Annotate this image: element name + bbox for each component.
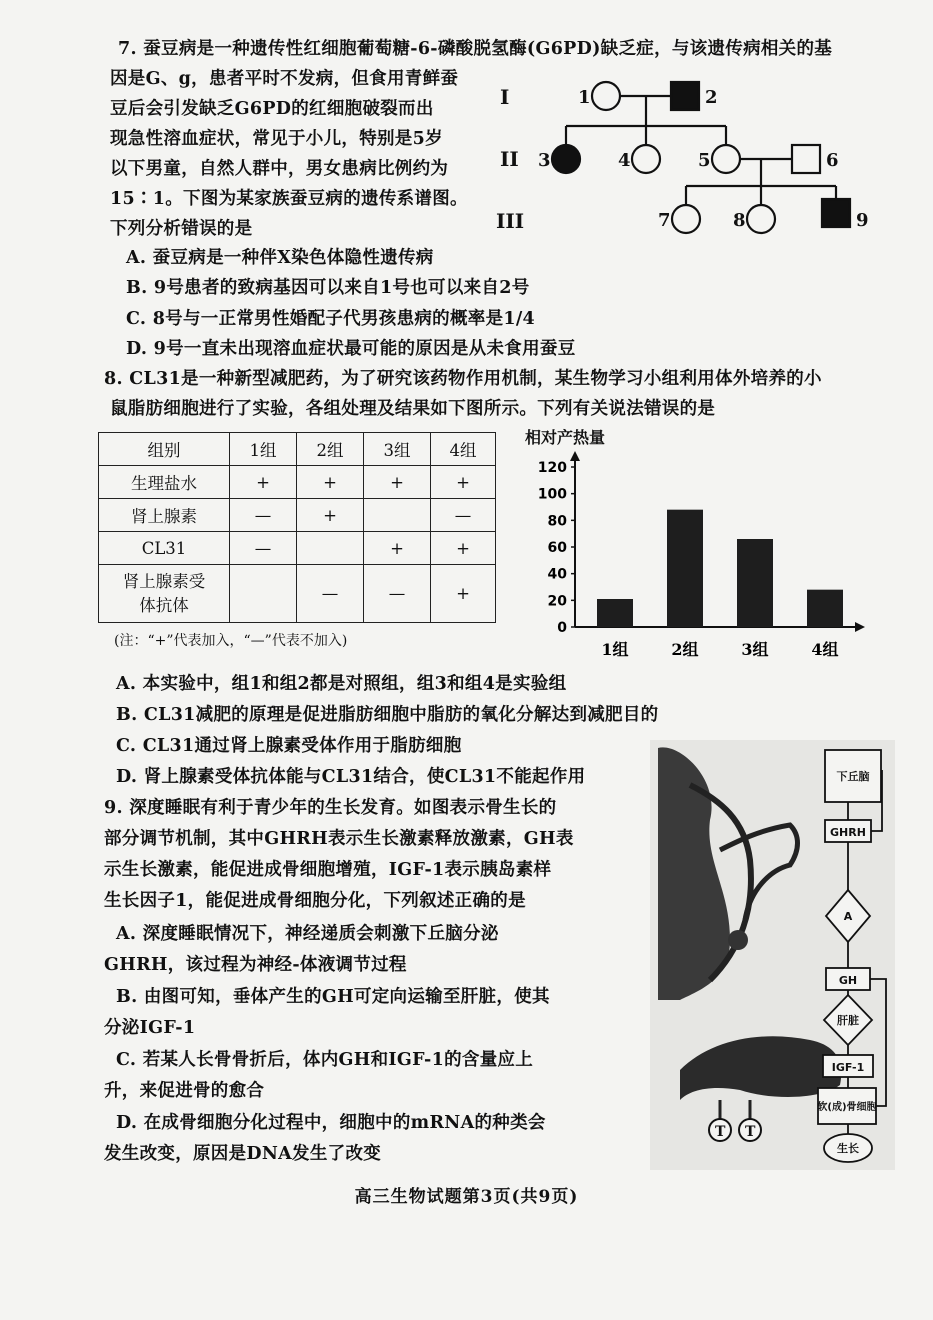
diagram-label-ghrh: GHRH — [830, 826, 866, 839]
q9-stem-line-2: 部分调节机制，其中GHRH表示生长激素释放激素，GH表 — [104, 829, 574, 849]
y-axis-arrow — [570, 451, 580, 461]
q9-option-b: B. 由图可知，垂体产生的GH可定向运输至肝脏，使其 — [116, 987, 550, 1007]
table-cell: + — [297, 466, 364, 499]
pituitary-gland-shape — [728, 930, 748, 950]
diagram-label-liver: 肝脏 — [837, 1014, 859, 1027]
table-header-cell: 4组 — [431, 433, 496, 466]
q8-stem-line-2: 鼠脂肪细胞进行了实验，各组处理及结果如下图所示。下列有关说法错误的是 — [110, 399, 716, 419]
individual-8-female-normal — [747, 205, 775, 233]
q8-option-d: D. 肾上腺素受体抗体能与CL31结合，使CL31不能起作用 — [116, 767, 586, 787]
table-cell — [364, 499, 431, 532]
table-header-cell: 2组 — [297, 433, 364, 466]
y-tick-label: 40 — [547, 566, 567, 583]
bar-1 — [597, 599, 633, 627]
table-cell: + — [230, 466, 297, 499]
table-cell: — — [230, 532, 297, 565]
q9-option-a-cont: GHRH，该过程为神经-体液调节过程 — [104, 955, 407, 975]
individual-1-female-normal — [592, 82, 620, 110]
individual-label-8: 8 — [733, 210, 746, 231]
table-cell: 生理盐水 — [99, 466, 230, 499]
individual-5-female-normal — [712, 145, 740, 173]
q7-option-c: C. 8号与一正常男性婚配子代男孩患病的概率是1/4 — [126, 309, 536, 329]
diagram-label-hypothalamus: 下丘脑 — [836, 770, 870, 783]
q9-option-c: C. 若某人长骨骨折后，体内GH和IGF-1的含量应上 — [116, 1050, 534, 1070]
individual-label-1: 1 — [578, 87, 591, 108]
table-cell — [230, 565, 297, 623]
q7-option-d: D. 9号一直未出现溶血症状最可能的原因是从未食用蚕豆 — [126, 339, 576, 359]
q8-stem-line-1: 8. CL31是一种新型减肥药，为了研究该药物作用机制，某生物学习小组利用体外培养的小 — [104, 369, 822, 389]
table-cell: CL31 — [99, 532, 230, 565]
diagram-label-gh: GH — [838, 974, 858, 987]
q9-option-d-cont: 发生改变，原因是DNA发生了改变 — [104, 1144, 382, 1164]
table-cell: — — [431, 499, 496, 532]
table-note: (注：“+”代表加入，“—”代表不加入) — [114, 633, 348, 649]
q7-stem-line-7: 下列分析错误的是 — [110, 219, 253, 239]
generation-label-3: III — [496, 209, 525, 233]
experiment-table — [98, 432, 496, 623]
bone-end-left-glyph: T — [715, 1124, 726, 1140]
chart-y-axis-label: 相对产热量 — [525, 428, 606, 447]
q7-stem-line-5: 以下男童，自然人群中，男女患病比例约为 — [110, 159, 449, 179]
generation-label-1: I — [500, 85, 510, 109]
table-row — [99, 466, 496, 499]
q9-option-c-cont: 升，来促进骨的愈合 — [104, 1081, 265, 1101]
individual-label-9: 9 — [856, 210, 869, 231]
y-tick-label: 20 — [547, 593, 567, 610]
x-tick-label: 1组 — [601, 640, 629, 659]
heat-production-bar-chart — [515, 425, 870, 665]
table-row — [99, 532, 496, 565]
y-tick-label: 100 — [537, 486, 567, 503]
q7-stem-line-4: 现急性溶血症状，常见于小儿，特别是5岁 — [110, 129, 443, 149]
pedigree-diagram — [490, 66, 890, 256]
page-footer: 高三生物试题第3页(共9页) — [354, 1187, 579, 1207]
bar-3 — [737, 539, 773, 627]
x-tick-label: 2组 — [671, 640, 699, 659]
bone-growth-regulation-diagram — [650, 740, 895, 1170]
individual-label-7: 7 — [658, 210, 671, 231]
q9-option-d: D. 在成骨细胞分化过程中，细胞中的mRNA的种类会 — [116, 1113, 546, 1133]
diagram-label-igf1: IGF-1 — [831, 1061, 865, 1074]
x-tick-label: 3组 — [741, 640, 769, 659]
individual-2-male-affected — [671, 82, 699, 110]
y-tick-label: 0 — [557, 620, 567, 636]
individual-label-6: 6 — [826, 150, 839, 171]
table-cell: — — [364, 565, 431, 623]
bar-2 — [667, 510, 703, 627]
individual-7-female-normal — [672, 205, 700, 233]
generation-label-2: II — [500, 147, 519, 171]
table-header-cell: 组别 — [99, 433, 230, 466]
individual-4-female-normal — [632, 145, 660, 173]
q8-option-b: B. CL31减肥的原理是促进脂肪细胞中脂肪的氧化分解达到减肥目的 — [116, 705, 659, 725]
x-axis-arrow — [855, 622, 865, 632]
individual-9-male-affected — [822, 199, 850, 227]
table-cell: — — [230, 499, 297, 532]
table-row — [99, 499, 496, 532]
x-tick-label: 4组 — [811, 640, 839, 659]
q7-option-b: B. 9号患者的致病基因可以来自1号也可以来自2号 — [126, 278, 530, 298]
individual-label-2: 2 — [705, 87, 718, 108]
diagram-label-growth: 生长 — [837, 1142, 859, 1155]
table-header-cell: 1组 — [230, 433, 297, 466]
table-cell: 肾上腺素 — [99, 499, 230, 532]
q9-option-a: A. 深度睡眠情况下，神经递质会刺激下丘脑分泌 — [116, 924, 499, 944]
q7-stem-line-1: 7. 蚕豆病是一种遗传性红细胞葡萄糖-6-磷酸脱氢酶(G6PD)缺乏症，与该遗传病相关的基 — [118, 39, 833, 59]
table-cell: + — [297, 499, 364, 532]
individual-label-4: 4 — [618, 150, 631, 171]
bone-end-right-glyph: T — [745, 1124, 756, 1140]
table-cell: + — [364, 466, 431, 499]
q7-stem-line-3: 豆后会引发缺乏G6PD的红细胞破裂而出 — [110, 99, 434, 119]
q7-stem-line-2: 因是G、g，患者平时不发病，但食用青鲜蚕 — [110, 69, 459, 89]
bar-4 — [807, 590, 843, 627]
q9-stem-line-3: 示生长激素，能促进成骨细胞增殖，IGF-1表示胰岛素样 — [104, 860, 552, 880]
q8-option-c: C. CL31通过肾上腺素受体作用于脂肪细胞 — [116, 736, 462, 756]
individual-6-male-normal — [792, 145, 820, 173]
table-cell: + — [431, 565, 496, 623]
individual-3-female-affected — [552, 145, 580, 173]
table-cell: + — [431, 532, 496, 565]
table-cell: — — [297, 565, 364, 623]
q8-option-a: A. 本实验中，组1和组2都是对照组，组3和组4是实验组 — [116, 674, 567, 694]
table-cell: + — [431, 466, 496, 499]
q7-stem-line-6: 15∶1。下图为某家族蚕豆病的遗传系谱图。 — [110, 189, 468, 209]
table-cell — [297, 532, 364, 565]
y-tick-label: 80 — [547, 513, 567, 530]
table-row — [99, 565, 496, 623]
q9-stem-line-4: 生长因子1，能促进成骨细胞分化，下列叙述正确的是 — [104, 891, 526, 911]
table-cell: 肾上腺素受体抗体 — [99, 565, 230, 623]
diagram-label-a: A — [843, 910, 853, 923]
diagram-label-bone-cell: 软(成)骨细胞 — [817, 1102, 877, 1113]
q9-option-b-cont: 分泌IGF-1 — [104, 1018, 196, 1038]
individual-label-5: 5 — [698, 150, 711, 171]
q7-option-a: A. 蚕豆病是一种伴X染色体隐性遗传病 — [126, 248, 434, 268]
table-cell: + — [364, 532, 431, 565]
table-header-cell: 3组 — [364, 433, 431, 466]
y-tick-label: 120 — [537, 460, 567, 476]
q9-stem-line-1: 9. 深度睡眠有利于青少年的生长发育。如图表示骨生长的 — [104, 798, 557, 818]
y-tick-label: 60 — [547, 540, 567, 556]
individual-label-3: 3 — [538, 150, 551, 171]
